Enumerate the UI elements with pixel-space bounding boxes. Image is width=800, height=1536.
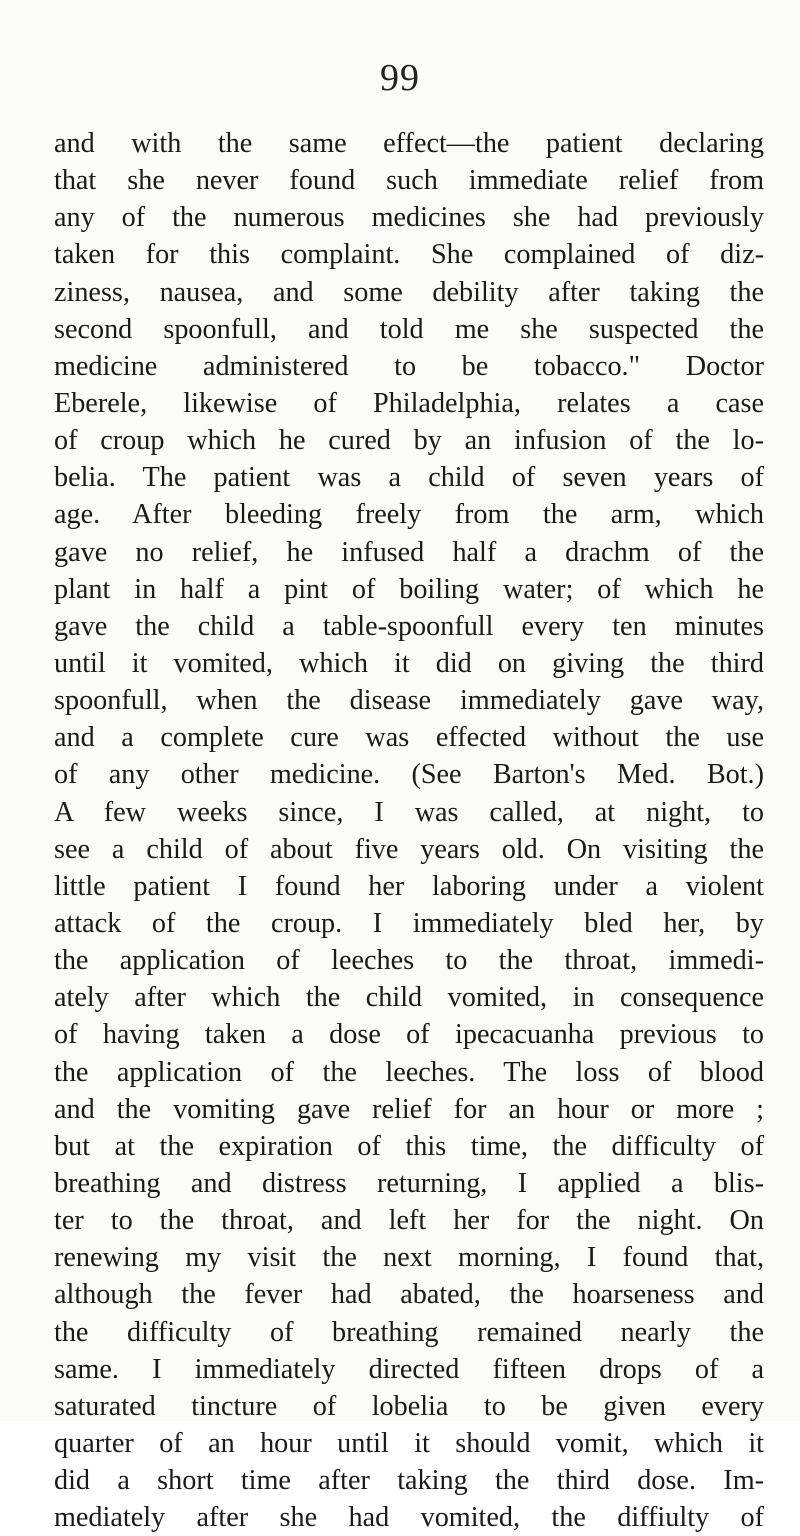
text-line: medicine administered to be tobacco." Doctor [54, 350, 764, 382]
text-line: and the vomiting gave relief for an hour or more ; [54, 1093, 764, 1125]
text-line: plant in half a pint of boiling water; of which he [54, 573, 764, 605]
text-line: of any other medicine. (See Barton's Med. Bot.) [54, 759, 764, 791]
text-line: and with the same effect—the patient declaring [54, 128, 764, 159]
text-line: age. After bleeding freely from the arm, which [54, 499, 764, 531]
body-text [54, 125, 764, 1536]
text-line: spoonfull, when the disease immediately gave way, [54, 685, 764, 717]
text-line: the application of the leeches. The loss of blood [54, 1056, 764, 1088]
text-line: attack of the croup. I immediately bled her, by [54, 907, 764, 939]
text-line: gave no relief, he infused half a drachm of the [54, 536, 764, 568]
text-line: although the fever had abated, the hoarseness and [54, 1279, 764, 1311]
text-line: that she never found such immediate relief from [54, 165, 764, 197]
text-line: renewing my visit the next morning, I found that, [54, 1242, 764, 1274]
text-line: Eberele, likewise of Philadelphia, relates a case [54, 387, 764, 419]
text-line: see a child of about five years old. On visiting the [54, 833, 764, 865]
text-line: breathing and distress returning, I applied a blis- [54, 1167, 764, 1199]
text-line: but at the expiration of this time, the difficulty of [54, 1130, 764, 1162]
text-line: until it vomited, which it did on giving the third [54, 647, 764, 679]
text-line: the application of leeches to the throat, immedi- [54, 945, 764, 977]
text-line: saturated tincture of lobelia to be given every [54, 1390, 764, 1422]
text-line: A few weeks since, I was called, at night, to [54, 796, 764, 828]
text-line: the difficulty of breathing remained nearly the [54, 1316, 764, 1348]
text-line: any of the numerous medicines she had previously [54, 202, 764, 234]
text-line: did a short time after taking the third dose. Im- [54, 1465, 764, 1497]
text-line: mediately after she had vomited, the diffiulty of [54, 1502, 764, 1534]
page-number: 99 [380, 57, 420, 99]
text-line: belia. The patient was a child of seven years of [54, 462, 764, 494]
text-line: of having taken a dose of ipecacuanha previous to [54, 1019, 764, 1051]
text-line: gave the child a table-spoonfull every ten minutes [54, 610, 764, 642]
text-line: of croup which he cured by an infusion of the lo- [54, 425, 764, 457]
text-line: and a complete cure was effected without the use [54, 722, 764, 754]
text-line: ately after which the child vomited, in consequence [54, 982, 764, 1014]
text-line: second spoonfull, and told me she suspected the [54, 313, 764, 345]
text-line: taken for this complaint. She complained of diz- [54, 239, 764, 271]
text-line: little patient I found her laboring under a violent [54, 870, 764, 902]
text-line: same. I immediately directed fifteen drops of a [54, 1353, 764, 1385]
text-line: quarter of an hour until it should vomit, which it [54, 1427, 764, 1459]
text-line: ziness, nausea, and some debility after taking the [54, 276, 764, 308]
text-line: ter to the throat, and left her for the night. On [54, 1205, 764, 1237]
